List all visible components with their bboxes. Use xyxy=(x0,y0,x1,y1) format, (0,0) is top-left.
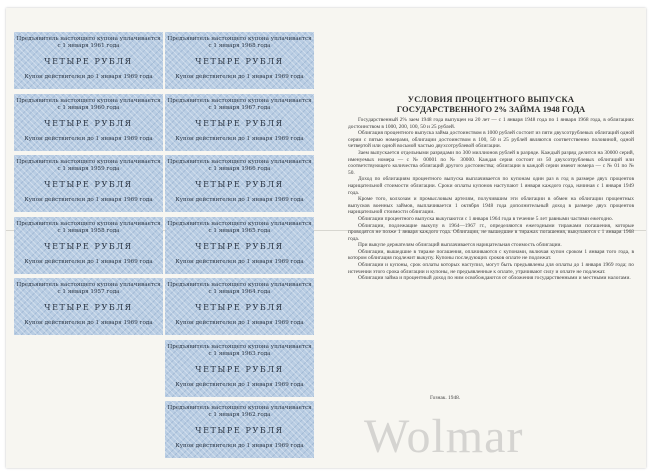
coupon-header: Предъявитель настоящего купона уплачивается xyxy=(16,159,161,165)
coupon-date: с 1 января 1965 года xyxy=(208,227,271,234)
coupon-validity: Купон действителен до 1 января 1969 года xyxy=(24,135,153,142)
coupon-amount: ЧЕТЫРЕ РУБЛЯ xyxy=(195,241,284,251)
coupon-amount: ЧЕТЫРЕ РУБЛЯ xyxy=(44,303,133,312)
coupon xyxy=(14,217,163,274)
loan-conditions xyxy=(348,94,634,282)
conditions-subtitle: ГОСУДАРСТВЕННОГО 2% ЗАЙМА 1948 ГОДА xyxy=(396,104,586,114)
coupon-validity: Купон действителен до 1 января 1969 года xyxy=(175,197,304,203)
coupon xyxy=(165,94,314,151)
bond-sheet xyxy=(6,8,646,468)
coupon-header: Предъявитель настоящего купона уплачивается xyxy=(167,97,312,104)
coupon-validity: Купон действителен до 1 января 1969 года xyxy=(24,258,153,265)
coupon xyxy=(14,94,163,151)
coupon-date: с 1 января 1966 года xyxy=(208,166,271,172)
coupon-header: Предъявитель настоящего купона уплачивается xyxy=(167,159,312,165)
coupon-validity: Купон действителен до 1 января 1969 года xyxy=(24,74,153,80)
coupon-header: Предъявитель настоящего купона уплачивается xyxy=(16,282,161,288)
coupon-date: с 1 января 1960 года xyxy=(57,104,120,111)
coupon-validity: Купон действителен до 1 января 1969 года xyxy=(175,443,304,449)
coupon xyxy=(14,32,163,89)
coupon xyxy=(165,340,314,397)
condition-paragraph: Облигация процентного выпуска займа достоинством в 1000 рублей состоит из пяти двухсотрублевых облигаций одной серии с пятью номерами, облигации достоинством в 100, 50 и 25 рублей являются соответственно половиной, одной четвертой или одной восьмой частью двухсотрублевой облигации. xyxy=(348,130,634,150)
coupon xyxy=(165,32,314,89)
conditions-text xyxy=(348,117,634,282)
coupon-header: Предъявитель настоящего купона уплачивается xyxy=(167,405,312,411)
coupon-amount: ЧЕТЫРЕ РУБЛЯ xyxy=(195,57,284,66)
coupon-validity: Купон действителен до 1 января 1969 года xyxy=(175,135,304,142)
print-signature: Гознак. 1948. xyxy=(430,395,461,401)
coupon-header: Предъявитель настоящего купона уплачивается xyxy=(16,36,161,42)
coupon-date: с 1 января 1958 года xyxy=(57,227,120,234)
coupon-amount: ЧЕТЫРЕ РУБЛЯ xyxy=(195,303,284,312)
coupon-validity: Купон действителен до 1 января 1969 года xyxy=(175,74,304,80)
coupon-validity: Купон действителен до 1 января 1969 года xyxy=(175,320,304,326)
coupon-amount: ЧЕТЫРЕ РУБЛЯ xyxy=(44,180,133,189)
coupon-header: Предъявитель настоящего купона уплачивается xyxy=(167,282,312,288)
condition-paragraph: Облигации займа и процентный доход по ним освобождаются от обложения государственными и местными налогами. xyxy=(358,275,631,282)
coupon-header: Предъявитель настоящего купона уплачивается xyxy=(16,97,161,104)
condition-paragraph: Облигации и купоны, срок оплаты которых наступил, могут быть предъявлены для оплаты до 1 января 1969 года; по истечении этого срока облигации и купоны, не предъявленные к оплате, утрачивают силу и оплате не подлежат. xyxy=(348,262,634,275)
condition-paragraph: Облигации процентного выпуска выкупаются с 1 января 1964 года в течение 5 лет равными частями ежегодно. xyxy=(358,215,613,222)
condition-paragraph: При выкупе держателям облигаций выплачивается нарицательная стоимость облигации. xyxy=(358,242,562,249)
coupon-amount: ЧЕТЫРЕ РУБЛЯ xyxy=(44,57,133,66)
coupon xyxy=(165,401,314,458)
coupon-validity: Купон действителен до 1 января 1969 года xyxy=(24,197,153,203)
coupon-validity: Купон действителен до 1 января 1969 года xyxy=(24,320,153,326)
coupon-amount: ЧЕТЫРЕ РУБЛЯ xyxy=(195,426,284,435)
coupon xyxy=(14,155,163,212)
coupon-validity: Купон действителен до 1 января 1969 года xyxy=(175,381,304,388)
coupon-amount: ЧЕТЫРЕ РУБЛЯ xyxy=(195,180,284,189)
coupon-amount: ЧЕТЫРЕ РУБЛЯ xyxy=(44,118,133,128)
condition-paragraph: Кроме того, колхозам и промысловым артелям, получившим эти облигации в обмен на облигации процентных выпусков военных займов, выплачивается 1 октября 1948 года дополнительный доход в размере двух процентов нарицательной стоимости облигации. xyxy=(348,196,634,216)
condition-paragraph: Облигации, вышедшие в тираже погашения, оплачиваются с купонами, включая купон сроком 1 января того года, в котором облигация подлежит выкупу. Купоны последующих сроков оплате не подлежат. xyxy=(348,248,634,262)
condition-paragraph: Государственный 2% заем 1948 года выпущен на 20 лет — с 1 января 1948 года по 1 января 1968 года, в облигациях достоинством в 1000, 200, 100, 50 и 25 рублей. xyxy=(348,117,634,130)
coupon-date: с 1 января 1961 года xyxy=(57,43,120,49)
coupon-header: Предъявитель настоящего купона уплачивается xyxy=(167,36,312,42)
watermark: Wolmar xyxy=(364,410,524,463)
coupon-date: с 1 января 1957 года xyxy=(57,289,120,295)
condition-paragraph: Доход по облигациям процентного выпуска выплачивается по купонам один раз в год в размере двух процентов нарицательной стоимости облигации. Сроки оплаты купонов наступают 1 января каждого года, начиная с 1 января 1949 года. xyxy=(348,176,634,196)
coupon-header: Предъявитель настоящего купона уплачивается xyxy=(167,343,312,350)
condition-paragraph: Облигации, подлежащие выкупу в 1964—1967 гг., определяются ежегодными тиражами погашения, которые проводятся не позже 1 января каждого года. Облигации, не вышедшие в тиражах погашения, выкупаются с 1 января 1968 года. xyxy=(348,222,634,242)
coupon xyxy=(165,155,314,212)
coupon-date: с 1 января 1963 года xyxy=(208,350,271,357)
coupon-date: с 1 января 1967 года xyxy=(208,104,271,111)
coupon xyxy=(165,217,314,274)
coupon-date: с 1 января 1962 года xyxy=(208,412,271,418)
coupon xyxy=(14,278,163,335)
coupon-date: с 1 января 1959 года xyxy=(57,166,120,172)
coupon xyxy=(165,278,314,335)
coupon-amount: ЧЕТЫРЕ РУБЛЯ xyxy=(195,364,284,374)
coupon-amount: ЧЕТЫРЕ РУБЛЯ xyxy=(44,241,133,251)
coupon-header: Предъявитель настоящего купона уплачивается xyxy=(16,220,161,227)
coupon-amount: ЧЕТЫРЕ РУБЛЯ xyxy=(195,118,284,128)
condition-paragraph: Заем выпускается отдельными разрядами по 300 миллионов рублей в разряде. Каждый разряд делится на 30000 серий, именуемых номера — с № 00001 по № 30000. Каждая серия состоит из 50 двухсотрублевых облигаций или соответствующего количества облигаций другого достоинства; облигации в каждой серии имеют номера — с № 01 по № 50. xyxy=(348,149,634,176)
conditions-title: УСЛОВИЯ ПРОЦЕНТНОГО ВЫПУСКА xyxy=(407,94,575,104)
coupon-date: с 1 января 1964 года xyxy=(208,289,271,295)
coupon-header: Предъявитель настоящего купона уплачивается xyxy=(167,220,312,227)
coupon-validity: Купон действителен до 1 января 1969 года xyxy=(175,258,304,265)
coupon-date: с 1 января 1968 года xyxy=(208,43,271,49)
